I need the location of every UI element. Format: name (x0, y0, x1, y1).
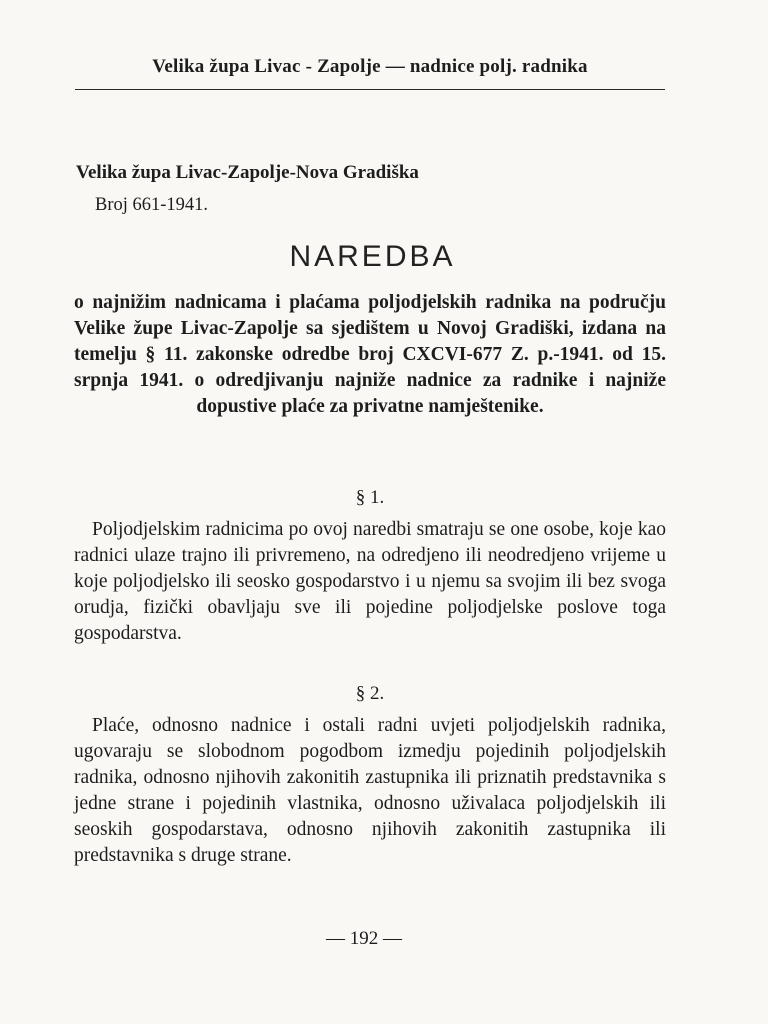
issuer-line: Velika župa Livac-Zapolje-Nova Gradiška (76, 162, 419, 183)
document-title: NAREDBA (289, 240, 456, 273)
header-rule (75, 89, 665, 90)
section-2-heading: § 2. (355, 683, 385, 704)
document-subtitle: o najnižim nadnicama i plaćama poljodjelskih radnika na području Velike župe Livac-Zapolje sa sjedištem u Novoj Gradiški, izdana na temelju § 11. zakonske odredbe broj CXCVI-677 Z. p.-1941. od 15. srpnja 1941. o odredjivanju najniže nadnice za radnike i najniže dopustive plaće za privatne namještenike. (74, 292, 666, 417)
section-1-paragraph: Poljodjelskim radnicima po ovoj naredbi smatraju se one osobe, koje kao radnici ulaze trajno ili privremeno, na odredjeno ili neodredjeno vrijeme u koje poljodjelsko ili seosko gospodarstvo i u njemu sa svojim ili bez svoga orudja, fizički obavljaju sve ili pojedine poljodjelske poslove toga gospodarstva. (74, 519, 666, 644)
document-number: Broj 661-1941. (95, 195, 209, 215)
section-2-paragraph: Plaće, odnosno nadnice i ostali radni uvjeti poljodjelskih radnika, ugovaraju se slobodnom pogodbom izmedju pojedinih poljodjelskih radnika, odnosno njihovih zakonitih zastupnika ili priznatih predstavnika s jedne strane i pojedinih vlastnika, odnosno uživalaca poljodjelskih ili seoskih gospodarstava, odnosno njihovih zakonitih zastupnika ili predstavnika s druge strane. (74, 715, 666, 866)
running-head: Velika župa Livac - Zapolje — nadnice polj. radnika (152, 56, 588, 77)
section-1-heading: § 1. (355, 487, 385, 508)
page-number: — 192 — (326, 928, 402, 949)
